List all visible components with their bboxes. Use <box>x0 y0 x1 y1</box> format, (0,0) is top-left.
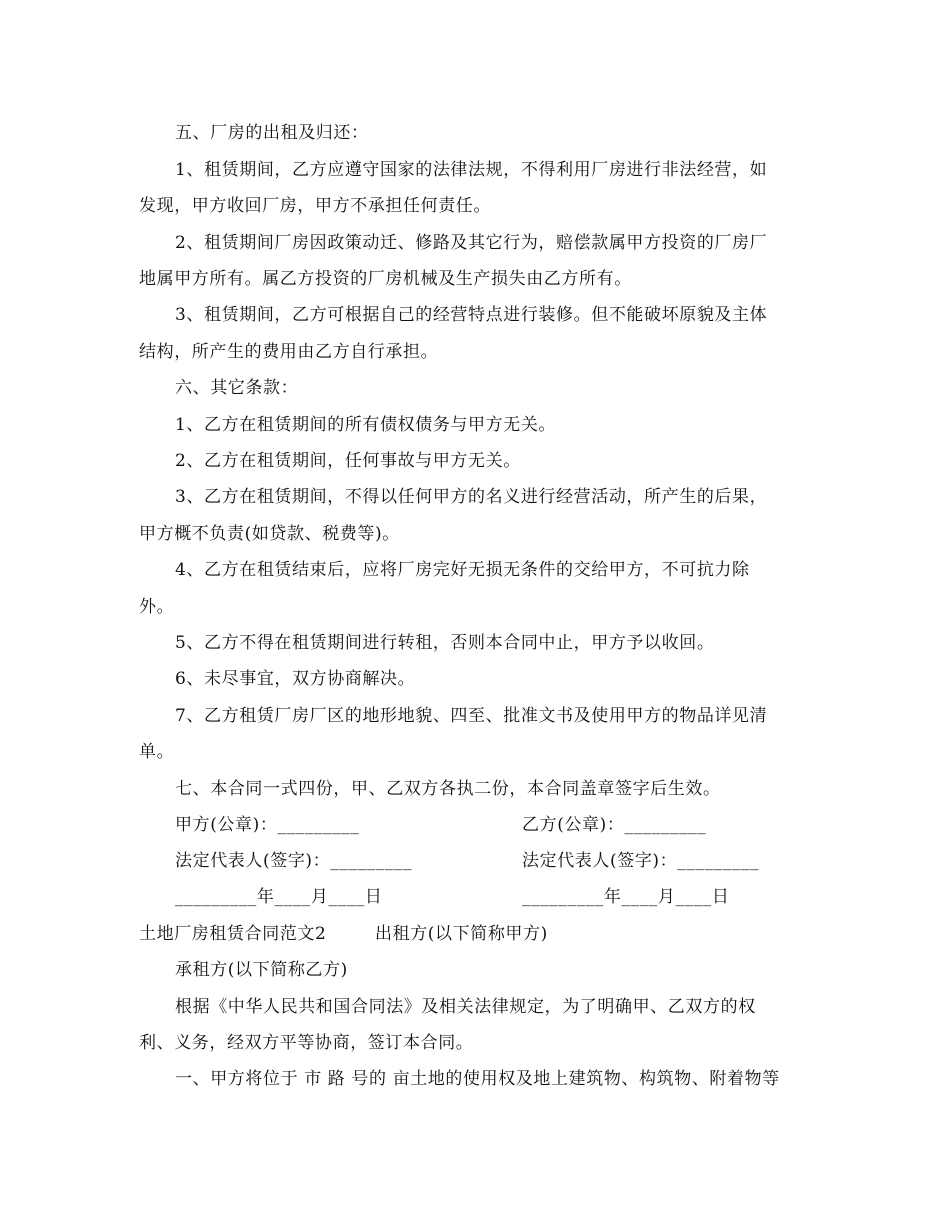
paragraph-line: 5、乙方不得在租赁期间进行转租，否则本合同中止，甲方予以收回。 <box>175 633 715 653</box>
paragraph-line: 根据《中华人民共和国合同法》及相关法律规定，为了明确甲、乙双方的权 <box>175 997 756 1017</box>
party-a-rep-field: 法定代表人(签字)：_________ <box>175 851 413 871</box>
paragraph-line: 2、乙方在租赁期间，任何事故与甲方无关。 <box>175 451 521 471</box>
contract-2-heading: 土地厂房租赁合同范文2 <box>139 924 327 944</box>
party-b-seal-field: 乙方(公章)：_________ <box>522 815 707 835</box>
paragraph-line: 一、甲方将位于 市 路 号的 亩土地的使用权及地上建筑物、构筑物、附着物等 <box>175 1069 780 1089</box>
paragraph-line: 甲方概不负责(如贷款、税费等)。 <box>139 524 400 544</box>
paragraph-line: 1、租赁期间，乙方应遵守国家的法律法规，不得利用厂房进行非法经营，如 <box>175 160 768 180</box>
section-heading-7: 七、本合同一式四份，甲、乙双方各执二份，本合同盖章签字后生效。 <box>175 779 721 799</box>
paragraph-line: 4、乙方在租赁结束后，应将厂房完好无损无条件的交给甲方，不可抗力除 <box>175 560 750 580</box>
paragraph-line: 单。 <box>139 742 175 762</box>
section-heading-6: 六、其它条款： <box>175 378 299 398</box>
paragraph-line: 发现，甲方收回厂房，甲方不承担任何责任。 <box>139 196 491 216</box>
paragraph-line: 地属甲方所有。属乙方投资的厂房机械及生产损失由乙方所有。 <box>139 269 632 289</box>
paragraph-line: 3、乙方在租赁期间，不得以任何甲方的名义进行经营活动，所产生的后果， <box>175 487 768 507</box>
party-b-date-field: _________年____月____日 <box>522 887 730 907</box>
paragraph-line: 7、乙方租赁厂房厂区的地形地貌、四至、批准文书及使用甲方的物品详见清 <box>175 706 768 726</box>
paragraph-line: 1、乙方在租赁期间的所有债权债务与甲方无关。 <box>175 415 557 435</box>
paragraph-line: 结构，所产生的费用由乙方自行承担。 <box>139 342 439 362</box>
lessor-label: 出租方(以下简称甲方) <box>375 924 548 944</box>
section-heading-5: 五、厂房的出租及归还： <box>175 123 369 143</box>
paragraph-line: 2、租赁期间厂房因政策动迁、修路及其它行为，赔偿款属甲方投资的厂房厂 <box>175 233 768 253</box>
party-a-date-field: _________年____月____日 <box>175 887 383 907</box>
paragraph-line: 6、未尽事宜，双方协商解决。 <box>175 669 416 689</box>
party-a-seal-field: 甲方(公章)：_________ <box>175 815 360 835</box>
lessee-label: 承租方(以下简称乙方) <box>175 960 348 980</box>
paragraph-line: 3、租赁期间，乙方可根据自己的经营特点进行装修。但不能破坏原貌及主体 <box>175 305 768 325</box>
paragraph-line: 外。 <box>139 597 175 617</box>
paragraph-line: 利、义务，经双方平等协商，签订本合同。 <box>139 1033 474 1053</box>
party-b-rep-field: 法定代表人(签字)：_________ <box>522 851 760 871</box>
